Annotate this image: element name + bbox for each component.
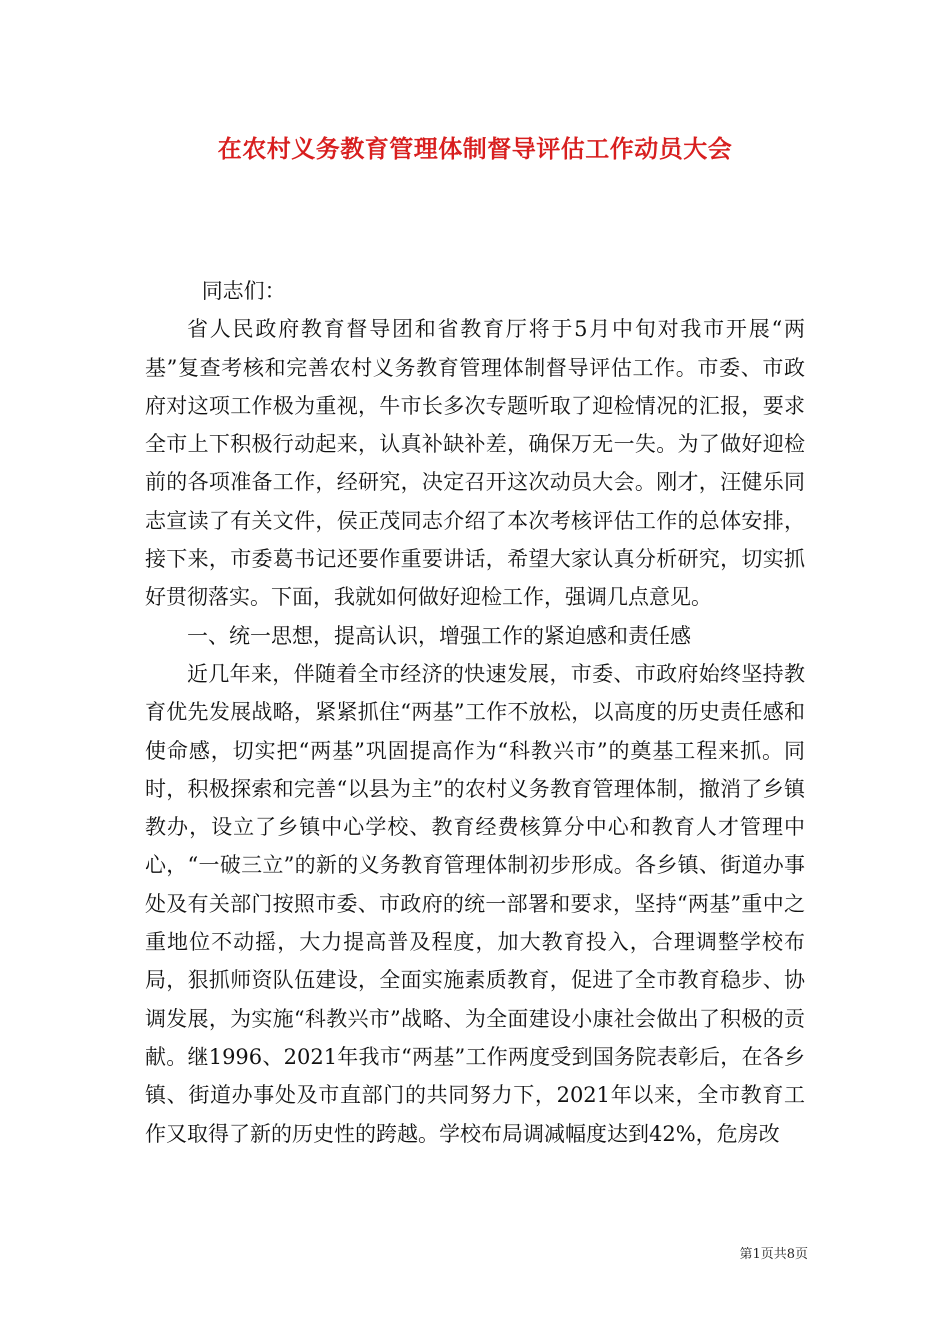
section-heading-1: 一、统一思想，提高认识，增强工作的紧迫感和责任感: [187, 623, 691, 648]
document-title: 在农村义务教育管理体制督导评估工作动员大会: [217, 134, 733, 163]
page-number: 第1页共8页: [739, 1247, 808, 1262]
document-body: [145, 272, 805, 1153]
greeting: 同志们：: [201, 279, 286, 303]
paragraph-section-1: 近几年来，伴随着全市经济的快速发展，市委、市政府始终坚持教育优先发展战略，紧紧抓住“两基”工作不放松，以高度的历史责任感和使命感，切实把“两基”巩固提高作为“科教兴市”的奠基工程来抓。同时，积极探索和完善“以县为主”的农村义务教育管理体制，撤消了乡镇教办，设立了乡镇中心学校、教育经费核算分中心和教育人才管理中心，“一破三立”的新的义务教育管理体制初步形成。各乡镇、街道办事处及有关部门按照市委、市政府的统一部署和要求，坚持“两基”重中之重地位不动摇，大力提高普及程度，加大教育投入，合理调整学校布局，狠抓师资队伍建设，全面实施素质教育，促进了全市教育稳步、协调发展，为实施“科教兴市”战略、为全面建设小康社会做出了积极的贡献。继1996、2021年我市“两基”工作两度受到国务院表彰后，在各乡镇、街道办事处及市直部门的共同努力下，2021年以来，全市教育工作又取得了新的历史性的跨越。学校布局调减幅度达到42%，危房改: [145, 661, 805, 1146]
paragraph-intro: 省人民政府教育督导团和省教育厅将于5月中旬对我市开展“两基”复查考核和完善农村义务教育管理体制督导评估工作。市委、市政府对这项工作极为重视，牛市长多次专题听取了迎检情况的汇报，要求全市上下积极行动起来，认真补缺补差，确保万无一失。为了做好迎检前的各项准备工作，经研究，决定召开这次动员大会。刚才，汪健乐同志宣读了有关文件，侯正茂同志介绍了本次考核评估工作的总体安排，接下来，市委葛书记还要作重要讲话，希望大家认真分析研究，切实抓好贯彻落实。下面，我就如何做好迎检工作，强调几点意见。: [145, 317, 805, 610]
